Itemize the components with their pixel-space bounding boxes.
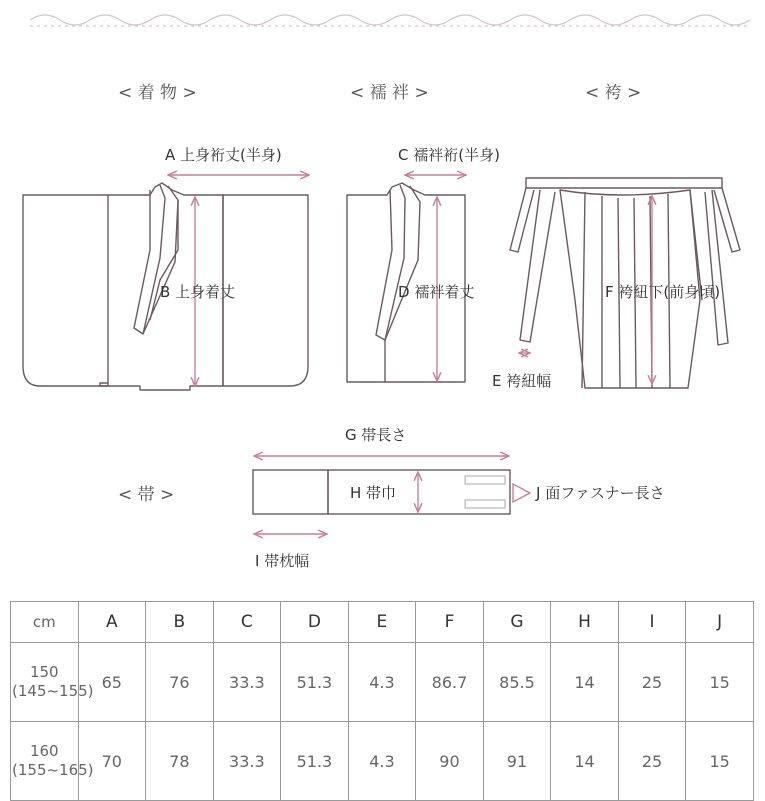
table-col-header: E — [348, 602, 416, 643]
table-cell: 33.3 — [213, 722, 281, 801]
table-col-header: F — [416, 602, 484, 643]
section-label-hakama: < 袴 > — [585, 83, 642, 103]
table-cell: 15 — [686, 643, 754, 722]
section-label-juban: < 襦 袢 > — [350, 83, 429, 103]
dim-label-e: E 袴紐幅 — [492, 372, 552, 390]
dim-label-b: B 上身着丈 — [160, 283, 236, 301]
table-col-header: A — [78, 602, 146, 643]
table-col-header: D — [281, 602, 349, 643]
dim-label-a: A 上身裄丈(半身) — [165, 146, 282, 164]
dim-label-j: J 面ファスナー長さ — [536, 484, 665, 502]
table-cell: 86.7 — [416, 643, 484, 722]
table-cell: 85.5 — [483, 643, 551, 722]
table-col-header: C — [213, 602, 281, 643]
dim-label-i: I 帯枕幅 — [255, 552, 310, 570]
table-cell: 51.3 — [281, 722, 349, 801]
size-table — [10, 601, 754, 801]
table-col-header: B — [146, 602, 214, 643]
table-col-header: H — [551, 602, 619, 643]
table-cell: 25 — [618, 722, 686, 801]
size-range: (145~155) — [12, 682, 94, 700]
table-cell: 4.3 — [348, 722, 416, 801]
table-cell: 90 — [416, 722, 484, 801]
table-unit-header: cm — [11, 602, 79, 643]
table-cell: 78 — [146, 722, 214, 801]
table-cell: 14 — [551, 722, 619, 801]
table-cell: 15 — [686, 722, 754, 801]
table-row — [11, 722, 754, 801]
table-col-header: G — [483, 602, 551, 643]
table-cell: 14 — [551, 643, 619, 722]
size-range: (155~165) — [12, 761, 94, 779]
kimono-dimension-lines — [168, 175, 309, 386]
size-label: 150 — [29, 663, 59, 681]
table-cell: 4.3 — [348, 643, 416, 722]
dim-label-h: H 帯巾 — [350, 484, 397, 502]
dim-label-f: F 袴紐下(前身頃) — [605, 283, 721, 301]
table-cell: 25 — [618, 643, 686, 722]
dim-label-c: C 襦袢裄(半身) — [398, 146, 500, 164]
table-cell: 91 — [483, 722, 551, 801]
dim-label-g: G 帯長さ — [345, 426, 407, 444]
table-header-row — [11, 602, 754, 643]
juban-dimension-lines — [405, 175, 466, 381]
table-row — [11, 643, 754, 722]
table-cell: 70 — [78, 722, 146, 801]
size-label: 160 — [29, 742, 59, 760]
size-cell — [11, 722, 94, 801]
section-label-obi: < 帯 > — [118, 485, 175, 505]
table-cell: 65 — [78, 643, 146, 722]
table-cell: 76 — [146, 643, 214, 722]
dim-label-d: D 襦袢着丈 — [398, 283, 475, 301]
table-cell: 33.3 — [213, 643, 281, 722]
size-cell — [11, 643, 94, 722]
table-cell: 51.3 — [281, 643, 349, 722]
table-col-header: J — [686, 602, 754, 643]
table-col-header: I — [618, 602, 686, 643]
decorative-lace-border — [30, 15, 750, 26]
section-label-kimono: < 着 物 > — [118, 83, 197, 103]
